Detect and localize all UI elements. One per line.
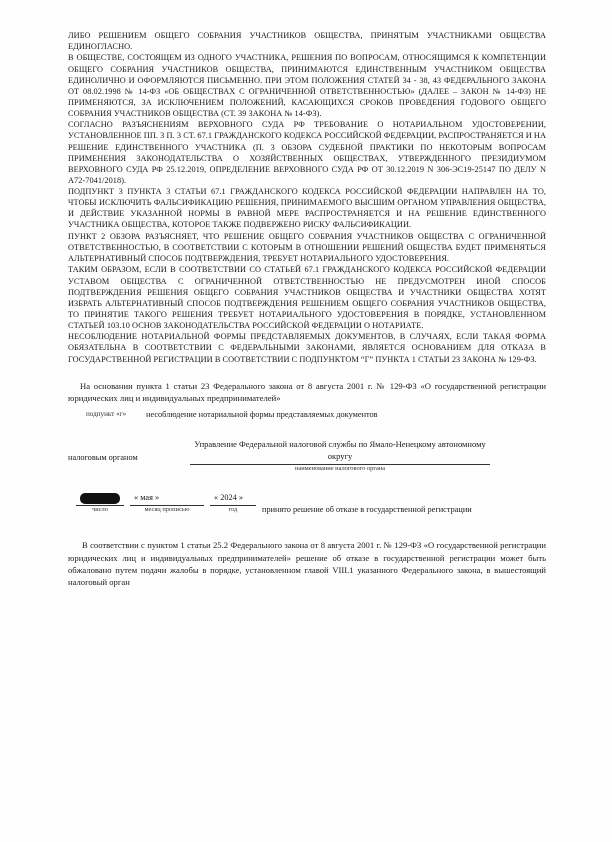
- document-content: [68, 30, 546, 588]
- paragraph-7: НЕСОБЛЮДЕНИЕ НОТАРИАЛЬНОЙ ФОРМЫ ПРЕДСТАВЛЯЕМЫХ ДОКУМЕНТОВ, В СЛУЧАЯХ, ЕСЛИ ТАКАЯ ФОРМА ОБЯЗАТЕЛЬНА В СООТВЕТСТВИИ С ФЕДЕРАЛЬНЫМИ ЗАКОНАМИ, ЯВЛЯЕТСЯ ОСНОВАНИЕМ ДЛЯ ОТКАЗА В ГОСУДАРСТВЕННОЙ РЕГИСТРАЦИИ В СООТВЕТСТВИИ С ПОДПУНКТОМ “Г” ПУНКТА 1 СТАТЬИ 23 ЗАКОНА № 129-ФЗ.: [68, 332, 546, 364]
- month-caption: месяц прописью: [144, 506, 190, 514]
- paragraph-3: СОГЛАСНО РАЗЪЯСНЕНИЯМ ВЕРХОВНОГО СУДА РФ ТРЕБОВАНИЕ О НОТАРИАЛЬНОМ УДОСТОВЕРЕНИИ, УСТАНОВЛЕННОЕ ПП. 3 П. 3 СТ. 67.1 ГРАЖДАНСКОГО КОДЕКСА РОССИЙСКОЙ ФЕДЕРАЦИИ, РАСПРОСТРАНЯЕТСЯ И НА РЕШЕНИЕ ЕДИНСТВЕННОГО УЧАСТНИКА (П. 3 ОБЗОРА СУДЕБНОЙ ПРАКТИКИ ПО НЕКОТОРЫМ ВОПРОСАМ ПРИМЕНЕНИЯ ЗАКОНОДАТЕЛЬСТВА О ХОЗЯЙСТВЕННЫХ ОБЩЕСТВАХ, УТВЕРЖДЕННОГО ПРЕЗИДИУМОМ ВЕРХОВНОГО СУДА РФ 25.12.2019, ОПРЕДЕЛЕНИЕ ВЕРХОВНОГО СУДА РФ ОТ 30.12.2019 N 306-ЭС19-25147 ПО ДЕЛУ N А72-7041/2018).: [68, 120, 546, 185]
- appeal-notice-text: В соответствии с пунктом 1 статьи 25.2 Федерального закона от 8 августа 2001 г. № 129-ФЗ «О государственной регистрации юридических лиц и индивидуальных предпринимателей» решение об отказе в государственной регистрации может быть обжаловано путем подачи жалобы в порядке, установленном главой VIII.1 указанного Федерального закона, в вышестоящий налоговый орган: [68, 540, 546, 587]
- decision-date-row: [68, 491, 546, 525]
- legal-basis-text: На основании пункта 1 статьи 23 Федерального закона от 8 августа 2001 г. № 129-ФЗ «О государственной регистрации юридических лиц и индивидуальных предпринимателей»: [68, 380, 546, 404]
- tax-authority-label: налоговым органом: [68, 453, 138, 463]
- subitem-row: [68, 410, 546, 430]
- paragraph-6: ТАКИМ ОБРАЗОМ, ЕСЛИ В СООТВЕТСТВИИ СО СТАТЬЕЙ 67.1 ГРАЖДАНСКОГО КОДЕКСА РОССИЙСКОЙ ФЕДЕРАЦИИ УСТАВОМ ОБЩЕСТВА С ОГРАНИЧЕННОЙ ОТВЕТСТВЕННОСТЬЮ НЕ ПРЕДУСМОТРЕН ИНОЙ СПОСОБ ПОДТВЕРЖДЕНИЯ РЕШЕНИЯ ОБЩЕГО СОБРАНИЯ УЧАСТНИКОВ ОБЩЕСТВА И УЧАСТНИКИ ОБЩЕСТВА ХОТЯТ ИЗБРАТЬ АЛЬТЕРНАТИВНЫЙ СПОСОБ ПОДТВЕРЖДЕНИЯ РЕШЕНИЕМ ОБЩЕГО СОБРАНИЯ УЧАСТНИКОВ ОБЩЕСТВА, ТО ПРИНЯТИЕ ТАКОГО РЕШЕНИЯ ТРЕБУЕТ НОТАРИАЛЬНОГО УДОСТОВЕРЕНИЯ В ПОРЯДКЕ, УСТАНОВЛЕННОМ СТАТЬЕЙ 103.10 ОСНОВ ЗАКОНОДАТЕЛЬСТВА РОССИЙСКОЙ ФЕДЕРАЦИИ О НОТАРИАТЕ.: [68, 265, 546, 330]
- paragraph-4: ПОДПУНКТ 3 ПУНКТА 3 СТАТЬИ 67.1 ГРАЖДАНСКОГО КОДЕКСА РОССИЙСКОЙ ФЕДЕРАЦИИ НАПРАВЛЕН НА ТО, ЧТОБЫ ИСКЛЮЧИТЬ ФАЛЬСИФИКАЦИЮ РЕШЕНИЯ, ПРИНИМАЕМОГО ВЫСШИМ ОРГАНОМ УПРАВЛЕНИЯ ОБЩЕСТВА, И ДЕЙСТВИЕ УКАЗАННОЙ НОРМЫ В РАВНОЙ МЕРЕ РАСПРОСТРАНЯЕТСЯ И НА РЕШЕНИЕ ЕДИНСТВЕННОГО УЧАСТНИКА ОБЩЕСТВА, КОТОРОЕ ТАКЖЕ ПОДВЕРЖЕНО РИСКУ ФАЛЬСИФИКАЦИИ.: [68, 187, 546, 230]
- subitem-text: несоблюдение нотариальной формы представляемых документов: [146, 410, 378, 420]
- month-value: « мая »: [134, 493, 160, 503]
- decision-tail-text: принято решение об отказе в государственной регистрации: [262, 505, 472, 515]
- paragraph-1: ЛИБО РЕШЕНИЕМ ОБЩЕГО СОБРАНИЯ УЧАСТНИКОВ ОБЩЕСТВА, ПРИНЯТЫМ УЧАСТНИКАМИ ОБЩЕСТВА ЕДИНОГЛАСНО.: [68, 31, 546, 52]
- year-value: « 2024 »: [214, 493, 244, 503]
- year-caption: год: [228, 506, 238, 514]
- tax-authority-value: Управление Федеральной налоговой службы по Ямало-Ненецкому автономному округу: [194, 439, 486, 462]
- paragraph-2: В ОБЩЕСТВЕ, СОСТОЯЩЕМ ИЗ ОДНОГО УЧАСТНИКА, РЕШЕНИЯ ПО ВОПРОСАМ, ОТНОСЯЩИМСЯ К КОМПЕТЕНЦИИ ОБЩЕГО СОБРАНИЯ УЧАСТНИКОВ ОБЩЕСТВА, ПРИНИМАЮТСЯ ЕДИНСТВЕННЫМ УЧАСТНИКОМ ОБЩЕСТВА ЕДИНОЛИЧНО И ОФОРМЛЯЮТСЯ ПИСЬМЕННО. ПРИ ЭТОМ ПОЛОЖЕНИЯ СТАТЕЙ 34 - 38, 43 ФЕДЕРАЛЬНОГО ЗАКОНА ОТ 08.02.1998 № 14-ФЗ «ОБ ОБЩЕСТВАХ С ОГРАНИЧЕННОЙ ОТВЕТСТВЕННОСТЬЮ» (ДАЛЕЕ – ЗАКОН № 14-ФЗ) НЕ ПРИМЕНЯЮТСЯ, ЗА ИСКЛЮЧЕНИЕМ ПОЛОЖЕНИЙ, КАСАЮЩИХСЯ СРОКОВ ПРОВЕДЕНИЯ ГОДОВОГО ОБЩЕГО СОБРАНИЯ УЧАСТНИКОВ ОБЩЕСТВА (СТ. 39 ЗАКОНА № 14-ФЗ).: [68, 53, 546, 118]
- paragraph-5: ПУНКТ 2 ОБЗОРА РАЗЪЯСНЯЕТ, ЧТО РЕШЕНИЕ ОБЩЕГО СОБРАНИЯ УЧАСТНИКОВ ОБЩЕСТВА С ОГРАНИЧЕННОЙ ОТВЕТСТВЕННОСТЬЮ, В СООТВЕТСТВИИ С КОТОРЫМ В ОТНОШЕНИИ РЕШЕНИЙ ОБЩЕСТВА БУДЕТ ПРИМЕНЯТЬСЯ АЛЬТЕРНАТИВНЫЙ СПОСОБ ПОДТВЕРЖДЕНИЯ, ТРЕБУЕТ НОТАРИАЛЬНОГО УДОСТОВЕРЕНИЯ.: [68, 231, 546, 264]
- tax-authority-block: [68, 438, 546, 482]
- redaction-box: [80, 493, 120, 504]
- subitem-label: подпункт «г»: [86, 410, 127, 419]
- day-caption: число: [92, 506, 108, 514]
- tax-authority-caption: наименование налогового органа: [294, 465, 386, 473]
